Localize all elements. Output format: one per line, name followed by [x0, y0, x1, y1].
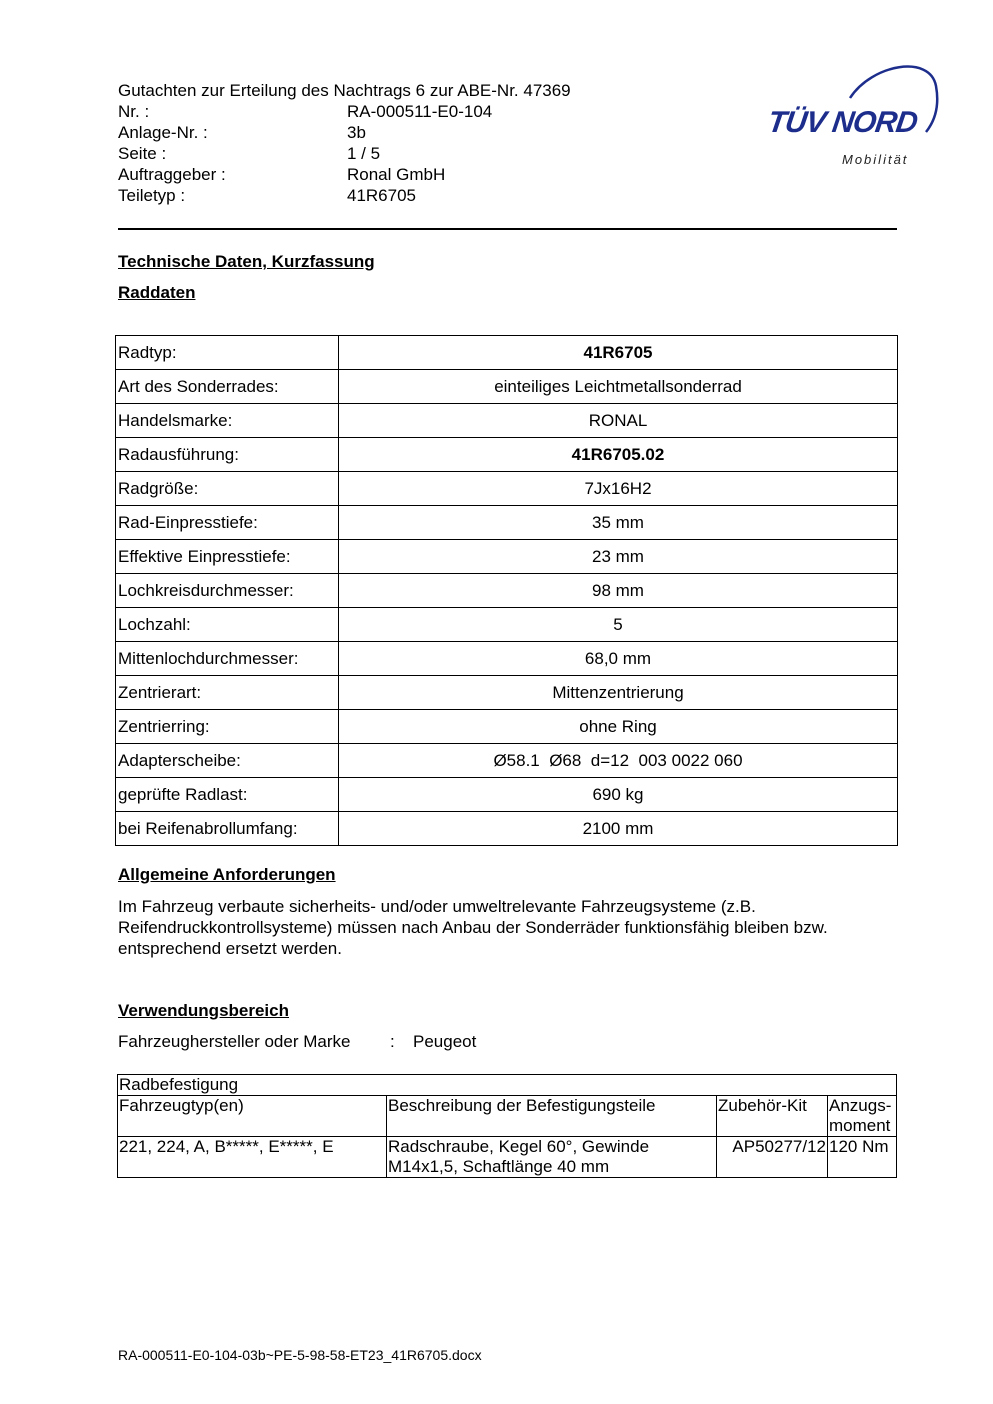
- row-label: Rad-Einpresstiefe:: [116, 506, 339, 540]
- column-header: Anzugs-moment: [828, 1096, 897, 1137]
- header-value: 1 / 5: [347, 144, 381, 163]
- document-header: [118, 80, 571, 206]
- row-label: Handelsmarke:: [116, 404, 339, 438]
- table-row: [116, 404, 898, 438]
- allgemeine-anforderungen-text: Im Fahrzeug verbaute sicherheits- und/oder umweltrelevante Fahrzeugsysteme (z.B. Reifendruckkontrollsysteme) müssen nach Anbau der Sonderräder funktionsfähig bleiben bzw. entsprechend ersetzt werden.: [118, 897, 828, 958]
- table-row: [116, 744, 898, 778]
- row-value: 41R6705: [339, 336, 898, 370]
- row-value: RONAL: [339, 404, 898, 438]
- row-label: Effektive Einpresstiefe:: [116, 540, 339, 574]
- row-label: Zentrierart:: [116, 676, 339, 710]
- table-cell: 120 Nm: [828, 1137, 897, 1178]
- row-value: 2100 mm: [339, 812, 898, 846]
- row-label: Mittenlochdurchmesser:: [116, 642, 339, 676]
- row-label: Radgröße:: [116, 472, 339, 506]
- row-value: 35 mm: [339, 506, 898, 540]
- row-label: Art des Sonderrades:: [116, 370, 339, 404]
- row-value: 690 kg: [339, 778, 898, 812]
- document-title: Gutachten zur Erteilung des Nachtrags 6 zur ABE-Nr. 47369: [118, 81, 571, 100]
- table-row: [116, 472, 898, 506]
- row-label: Lochzahl:: [116, 608, 339, 642]
- row-value: Mittenzentrierung: [339, 676, 898, 710]
- table-row: [116, 438, 898, 472]
- header-key: Anlage-Nr. :: [118, 123, 208, 142]
- row-value: 41R6705.02: [339, 438, 898, 472]
- table-row: [116, 642, 898, 676]
- row-label: Radtyp:: [116, 336, 339, 370]
- heading-verwendungsbereich: Verwendungsbereich: [118, 1001, 289, 1020]
- radbefestigung-table: [117, 1074, 897, 1178]
- table-row: [116, 710, 898, 744]
- document-footer: RA-000511-E0-104-03b~PE-5-98-58-ET23_41R6705.docx: [118, 1347, 482, 1363]
- heading-allgemeine-anforderungen: Allgemeine Anforderungen: [118, 865, 336, 884]
- table-cell: Radschraube, Kegel 60°, Gewinde M14x1,5, Schaftlänge 40 mm: [387, 1137, 717, 1178]
- table-row: [118, 1137, 897, 1178]
- table-cell: 221, 224, A, B*****, E*****, E: [118, 1137, 387, 1178]
- table-row: [116, 812, 898, 846]
- logo-brand: TÜV NORD: [765, 106, 920, 139]
- row-label: geprüfte Radlast:: [116, 778, 339, 812]
- header-row: [118, 122, 571, 143]
- table-row: [116, 336, 898, 370]
- raddaten-table: [115, 335, 898, 846]
- header-row: [118, 143, 571, 164]
- header-value: Ronal GmbH: [347, 165, 446, 184]
- row-value: Ø58.1 Ø68 d=12 003 0022 060: [339, 744, 898, 778]
- table-row: [116, 778, 898, 812]
- header-key: Auftraggeber :: [118, 165, 226, 184]
- table-row: [116, 506, 898, 540]
- logo-subtitle: Mobilität: [842, 152, 909, 167]
- row-label: Lochkreisdurchmesser:: [116, 574, 339, 608]
- table-row: [116, 608, 898, 642]
- header-key: Teiletyp :: [118, 186, 186, 205]
- row-label: Adapterscheibe:: [116, 744, 339, 778]
- table-row: [116, 370, 898, 404]
- table-row: [116, 574, 898, 608]
- row-label: Zentrierring:: [116, 710, 339, 744]
- header-value: RA-000511-E0-104: [347, 102, 493, 121]
- row-value: 23 mm: [339, 540, 898, 574]
- vehicle-make-line: [118, 1032, 476, 1052]
- row-value: 7Jx16H2: [339, 472, 898, 506]
- row-value: 68,0 mm: [339, 642, 898, 676]
- table-row: [116, 676, 898, 710]
- make-label: Fahrzeughersteller oder Marke: [118, 1032, 351, 1051]
- header-value: 3b: [347, 123, 366, 142]
- table-cell: AP50277/12: [717, 1137, 828, 1178]
- header-row: [118, 164, 571, 185]
- table-title-row: [118, 1075, 897, 1096]
- column-header: Beschreibung der Befestigungsteile: [387, 1096, 717, 1137]
- header-key: Nr. :: [118, 102, 150, 121]
- row-label: bei Reifenabrollumfang:: [116, 812, 339, 846]
- table-title: Radbefestigung: [118, 1075, 897, 1096]
- heading-technische-daten: Technische Daten, Kurzfassung: [118, 252, 375, 271]
- make-value: Peugeot: [413, 1032, 477, 1051]
- row-value: 98 mm: [339, 574, 898, 608]
- row-value: 5: [339, 608, 898, 642]
- row-label: Radausführung:: [116, 438, 339, 472]
- tuev-nord-logo: [762, 56, 942, 171]
- table-header-row: [118, 1096, 897, 1137]
- header-key: Seite :: [118, 144, 167, 163]
- header-value: 41R6705: [347, 186, 417, 205]
- header-row: [118, 185, 571, 206]
- make-colon: :: [390, 1032, 395, 1051]
- table-row: [116, 540, 898, 574]
- heading-raddaten: Raddaten: [118, 283, 196, 302]
- header-row: [118, 101, 571, 122]
- row-value: einteiliges Leichtmetallsonderrad: [339, 370, 898, 404]
- row-value: ohne Ring: [339, 710, 898, 744]
- header-divider: [118, 228, 897, 230]
- column-header: Zubehör-Kit: [717, 1096, 828, 1137]
- column-header: Fahrzeugtyp(en): [118, 1096, 387, 1137]
